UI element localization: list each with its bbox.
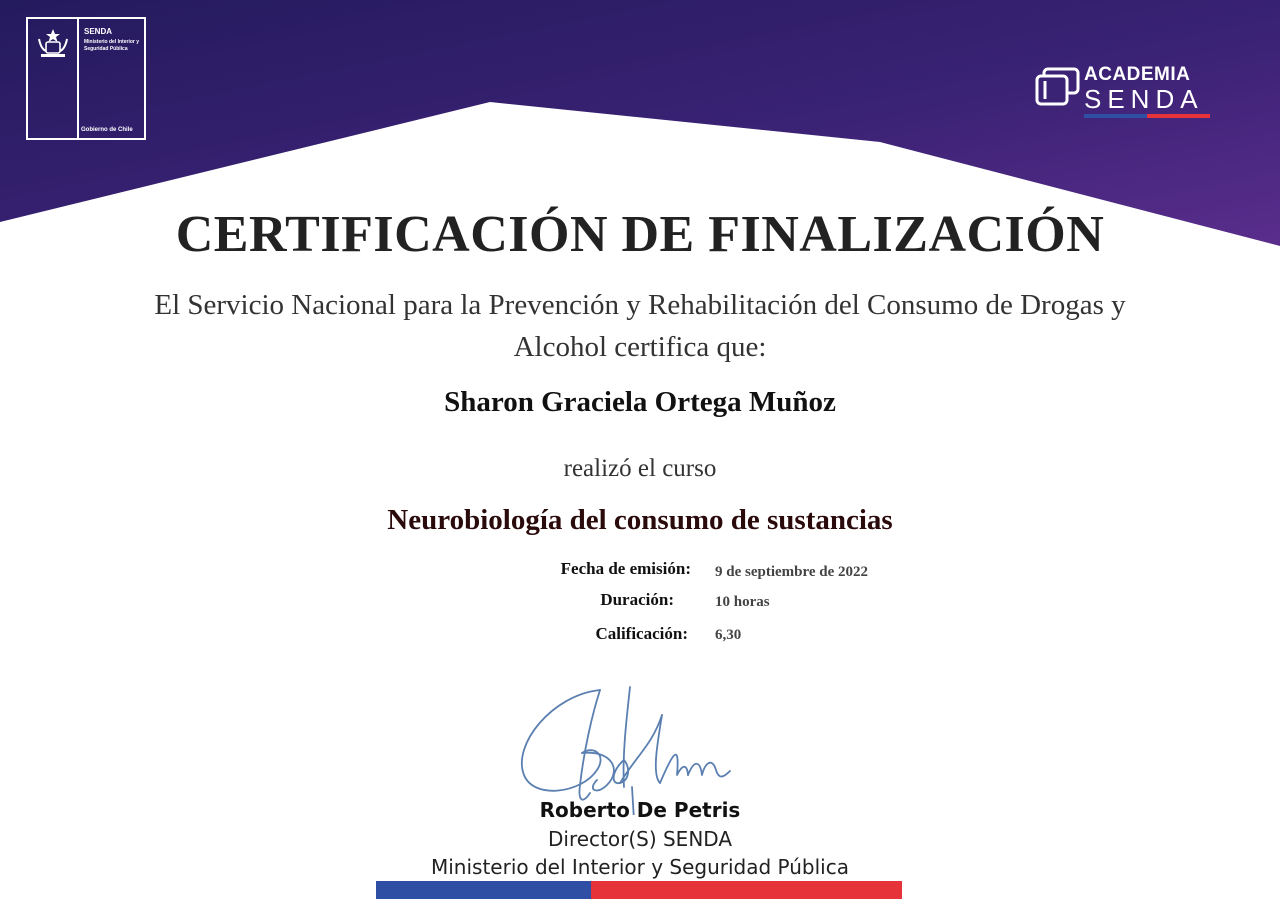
logo-government-label: Gobierno de Chile (81, 127, 133, 133)
course-name: Neurobiología del consumo de sustancias (387, 504, 893, 536)
signatory-name: Roberto De Petris (539, 798, 741, 822)
flag-color-bar (376, 881, 902, 899)
academia-senda-logo (1034, 62, 1216, 122)
issue-date-value: 9 de septiembre de 2022 (715, 564, 869, 580)
senda-label: SENDA (1084, 84, 1204, 114)
senda-government-logo (26, 17, 146, 140)
recipient-name: Sharon Graciela Ortega Muñoz (444, 386, 836, 418)
logo-ministry-label: Ministerio del Interior y Seguridad Pública (84, 39, 140, 52)
logo-underline (1084, 114, 1210, 118)
issue-date-label: Fecha de emisión: (560, 559, 691, 578)
grade-value: 6,30 (715, 627, 742, 643)
course-prefix: realizó el curso (563, 455, 717, 482)
book-icon (1034, 67, 1080, 107)
intro-line-1: El Servicio Nacional para la Prevención y Rehabilitación del Consumo de Drogas y (154, 289, 1126, 321)
duration-value: 10 horas (715, 594, 770, 610)
intro-line-2: Alcohol certifica que: (513, 331, 767, 363)
coat-of-arms-icon (35, 27, 71, 59)
signatory-role: Director(S) SENDA (547, 827, 733, 851)
signatory-organization: Ministerio del Interior y Seguridad Pública (430, 855, 849, 879)
academia-label: ACADEMIA (1084, 64, 1191, 85)
certificate-intro (0, 284, 1280, 368)
handwritten-signature (512, 675, 752, 815)
duration-label: Duración: (600, 590, 674, 609)
grade-label: Calificación: (595, 624, 688, 643)
flag-blue-segment (376, 881, 591, 899)
certificate-title: CERTIFICACIÓN DE FINALIZACIÓN (175, 206, 1105, 263)
flag-red-segment (591, 881, 902, 899)
logo-divider (77, 19, 79, 138)
logo-org-label: SENDA (84, 27, 113, 36)
